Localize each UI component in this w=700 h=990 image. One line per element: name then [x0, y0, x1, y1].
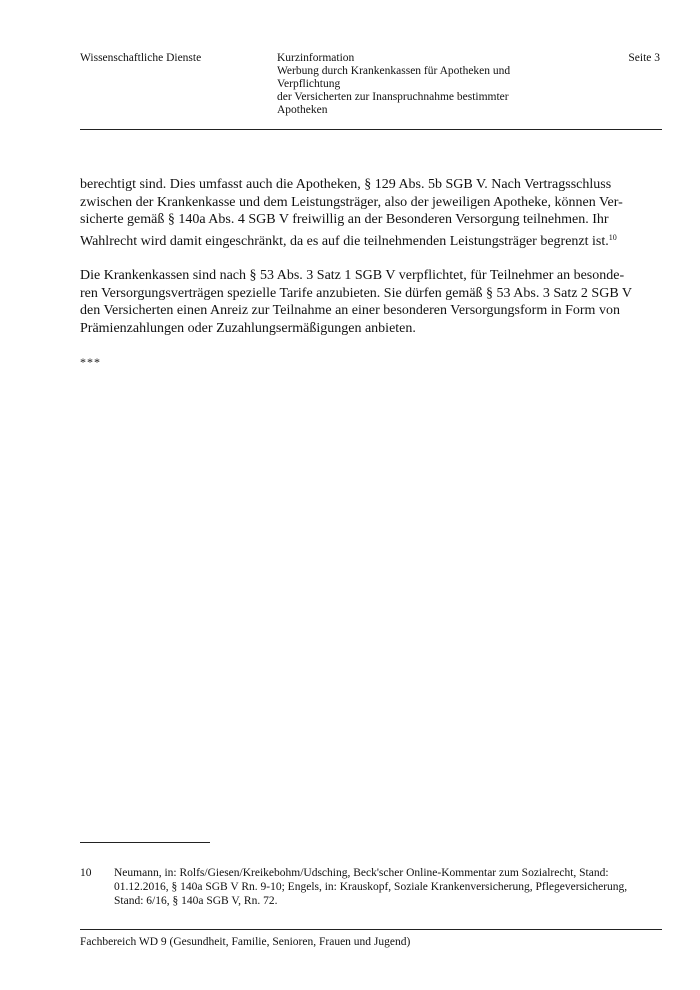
header-department: Wissenschaftliche Dienste — [80, 52, 202, 64]
section-separator: *** — [80, 355, 101, 369]
footnote-text — [114, 866, 660, 908]
header-divider — [80, 129, 662, 130]
footnote-number: 10 — [80, 867, 92, 879]
paragraph-1 — [80, 176, 662, 250]
header-title-line: der Versicherten zur Inanspruchnahme bestimmter — [277, 91, 509, 103]
text-line-with-footnote — [80, 229, 662, 251]
text-line: den Versicherten einen Anreiz zur Teilnahme an einer besonderen Versorgungsform in Form von — [80, 303, 620, 318]
main-content — [80, 176, 662, 372]
page-number: Seite 3 — [628, 52, 660, 64]
header-title-line: Verpflichtung — [277, 78, 341, 90]
header-title-line: Werbung durch Krankenkassen für Apotheken und — [277, 65, 511, 77]
footnote-line: Neumann, in: Rolfs/Giesen/Kreikebohm/Udsching, Beck'scher Online-Kommentar zum Sozialrecht, Stand: — [114, 867, 609, 879]
text-line: ren Versorgungsverträgen spezielle Tarife anzubieten. Sie dürfen gemäß § 53 Abs. 3 Satz 2 SGB V — [80, 285, 633, 301]
text-line: Die Krankenkassen sind nach § 53 Abs. 3 Satz 1 SGB V verpflichtet, für Teilnehmer an besonde- — [80, 268, 625, 283]
text-line: sicherte gemäß § 140a Abs. 4 SGB V freiwillig an der Besonderen Versorgung teilnehmen. Ihr — [80, 212, 609, 227]
text-line: berechtigt sind. Dies umfasst auch die Apotheken, § 129 Abs. 5b SGB V. Nach Vertragsschluss — [80, 177, 612, 192]
header-document-title — [277, 52, 577, 117]
text-line: Prämienzahlungen oder Zuzahlungsermäßigungen anbieten. — [80, 320, 416, 336]
header-title-line: Apotheken — [277, 104, 328, 116]
footnote-divider — [80, 842, 210, 843]
footnote-line: Stand: 6/16, § 140a SGB V, Rn. 72. — [114, 895, 278, 907]
footer-divider — [80, 929, 662, 930]
footnote — [80, 866, 660, 908]
footnote-reference[interactable]: 10 — [608, 232, 617, 242]
header-title-line: Kurzinformation — [277, 52, 355, 64]
text-line: Wahlrecht wird damit eingeschränkt, da es auf die teilnehmenden Leistungsträger begrenzt ist. — [80, 233, 609, 249]
footnote-line: 01.12.2016, § 140a SGB V Rn. 9-10; Engels, in: Krauskopf, Soziale Krankenversicherung, Pflegeversicherung, — [114, 881, 628, 893]
footer-department: Fachbereich WD 9 (Gesundheit, Familie, Senioren, Frauen und Jugend) — [80, 936, 411, 948]
text-line: zwischen der Krankenkasse und dem Leistungsträger, also der jeweiligen Apotheke, können Ver- — [80, 194, 623, 210]
paragraph-2 — [80, 267, 662, 337]
